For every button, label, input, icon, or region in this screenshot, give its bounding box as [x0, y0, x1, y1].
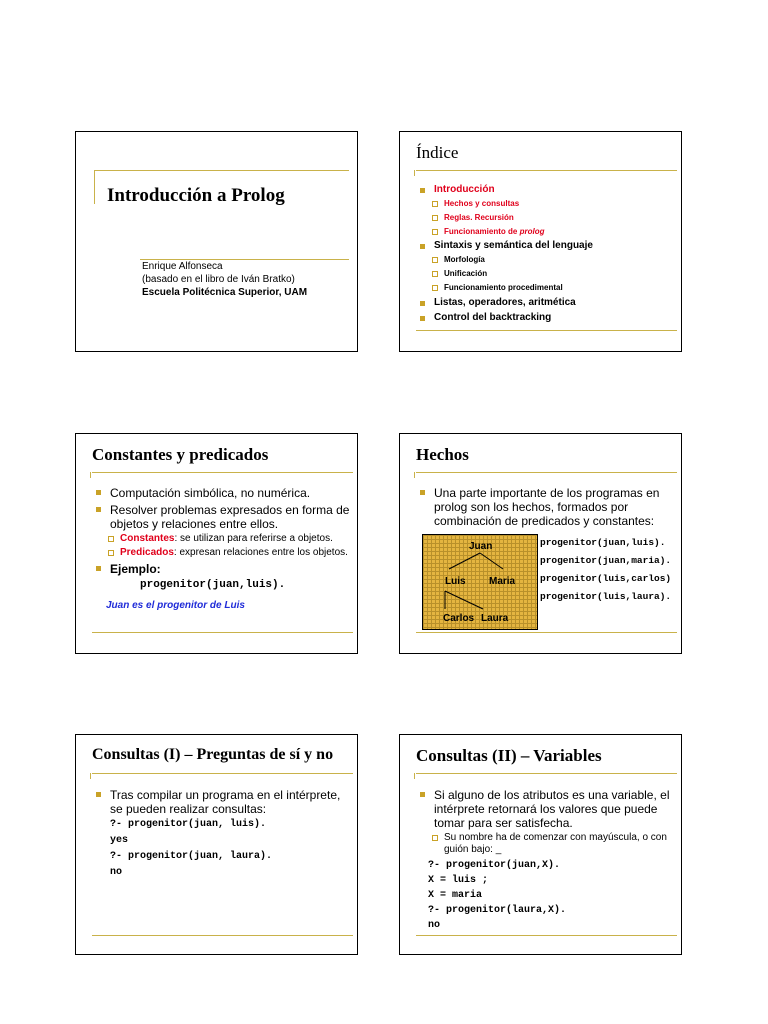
slide-4-vline [414, 472, 415, 478]
slide-3-bullet-2: Resolver problemas expresados en forma de objetos y relaciones entre ellos. [96, 503, 351, 531]
slide-4-top-rule [416, 472, 677, 473]
toc-item-listas[interactable]: Listas, operadores, aritmética [420, 297, 675, 309]
slide-1 [75, 131, 358, 352]
slide-3-bullet-1: Computación simbólica, no numérica. [96, 486, 351, 500]
slide-4 [399, 433, 682, 654]
toc-sub-reglas[interactable]: Reglas. Recursión [420, 212, 675, 224]
toc-item-backtracking[interactable]: Control del backtracking [420, 312, 675, 324]
slide-3-sub-constantes: Constantes: se utilizan para referirse a objetos. [96, 533, 351, 545]
slide-2-bottom-rule [416, 330, 677, 331]
code-line: ?- progenitor(laura,X). [428, 905, 567, 916]
slide-3-top-rule [92, 472, 353, 473]
slide-3-body [96, 486, 351, 613]
slide-4-title: Hechos [416, 445, 469, 464]
node-juan: Juan [469, 541, 493, 552]
slide-1-school: Escuela Politécnica Superior, UAM [142, 287, 308, 298]
slide-5-title: Consultas (I) – Preguntas de sí y no [92, 746, 334, 763]
slide-5-bullet-1: Tras compilar un programa en el intérprete, se pueden realizar consultas: [96, 788, 351, 816]
slide-2-toc [420, 184, 675, 326]
slide-6-bottom-rule [416, 935, 677, 936]
toc-sub-morfologia[interactable]: Morfología [420, 254, 675, 266]
slide-4-body [420, 486, 675, 530]
slide-1-author: Enrique Alfonseca [142, 261, 223, 272]
slide-1-mid-rule [140, 259, 349, 260]
node-laura: Laura [481, 613, 509, 624]
toc-sub-procedimental[interactable]: Funcionamiento procedimental [420, 282, 675, 294]
slide-1-accent-line [94, 170, 95, 204]
code-line: X = maria [428, 890, 483, 901]
slide-4-bullet-1: Una parte importante de los programas en prolog son los hechos, formados por combinación de predicados y constantes: [420, 486, 675, 528]
slide-3-bottom-rule [92, 632, 353, 633]
slide-5-top-rule [92, 773, 353, 774]
code-line: no [110, 867, 123, 878]
slide-1-title: Introducción a Prolog [107, 185, 285, 206]
fact-line: progenitor(luis,carlos) [540, 573, 672, 584]
fact-line: progenitor(juan,maria). [540, 555, 672, 566]
slide-3-note: Juan es el progenitor de Luis [106, 600, 245, 611]
node-carlos: Carlos [443, 613, 475, 624]
edge-juan-luis [449, 553, 480, 569]
node-luis: Luis [445, 576, 466, 587]
slide-3-vline [90, 472, 91, 478]
slide-6-body [420, 788, 675, 933]
slide-6-top-rule [416, 773, 677, 774]
edge-juan-maria [480, 553, 503, 569]
fact-line: progenitor(luis,laura). [540, 591, 672, 602]
fact-line: progenitor(juan,luis). [540, 537, 666, 548]
slide-1-top-rule [94, 170, 349, 171]
slide-5 [75, 734, 358, 955]
code-line: ?- progenitor(juan, laura). [110, 851, 273, 862]
slide-2-title: Índice [416, 143, 459, 162]
toc-sub-funcionamiento[interactable]: Funcionamiento de prolog [420, 226, 675, 238]
facts-list [540, 534, 671, 606]
slide-5-code [96, 817, 351, 881]
slide-3-title: Constantes y predicados [92, 445, 269, 464]
slide-6-sub-1: Su nombre ha de comenzar con mayúscula, o con guión bajo: _ [420, 832, 675, 856]
slide-1-source: (basado en el libro de Iván Bratko) [142, 274, 295, 285]
slide-5-vline [90, 773, 91, 779]
toc-item-introduccion[interactable]: Introducción [420, 184, 675, 196]
toc-sub-hechos[interactable]: Hechos y consultas [420, 198, 675, 210]
code-line: X = luis ; [428, 875, 489, 886]
slide-6-bullet-1: Si alguno de los atributos es una variable, el intérprete retornará los valores que puede tomar para ser satisfecha. [420, 788, 675, 830]
slide-5-body [96, 788, 351, 881]
slide-4-bottom-rule [416, 632, 677, 633]
slide-3-bullet-ejemplo: Ejemplo: [96, 562, 351, 576]
edge-luis-laura [445, 591, 483, 609]
family-tree-diagram [422, 534, 538, 630]
slide-6-title: Consultas (II) – Variables [416, 746, 602, 765]
code-line: ?- progenitor(juan,X). [428, 860, 561, 871]
slide-3-code: progenitor(juan,luis). [140, 579, 286, 591]
slide-2 [399, 131, 682, 352]
toc-item-sintaxis[interactable]: Sintaxis y semántica del lenguaje [420, 240, 675, 252]
node-maria: Maria [489, 576, 516, 587]
slide-6-code [420, 858, 675, 933]
slide-6-vline [414, 773, 415, 779]
slide-2-top-rule [416, 170, 677, 171]
slide-5-bottom-rule [92, 935, 353, 936]
toc-sub-unificacion[interactable]: Unificación [420, 268, 675, 280]
slide-3-sub-predicados: Predicados: expresan relaciones entre los objetos. [96, 547, 351, 559]
slide-6 [399, 734, 682, 955]
slide-3 [75, 433, 358, 654]
code-line: ?- progenitor(juan, luis). [110, 819, 267, 830]
code-line: no [428, 920, 441, 931]
code-line: yes [110, 835, 129, 846]
slide-2-vline [414, 170, 415, 176]
